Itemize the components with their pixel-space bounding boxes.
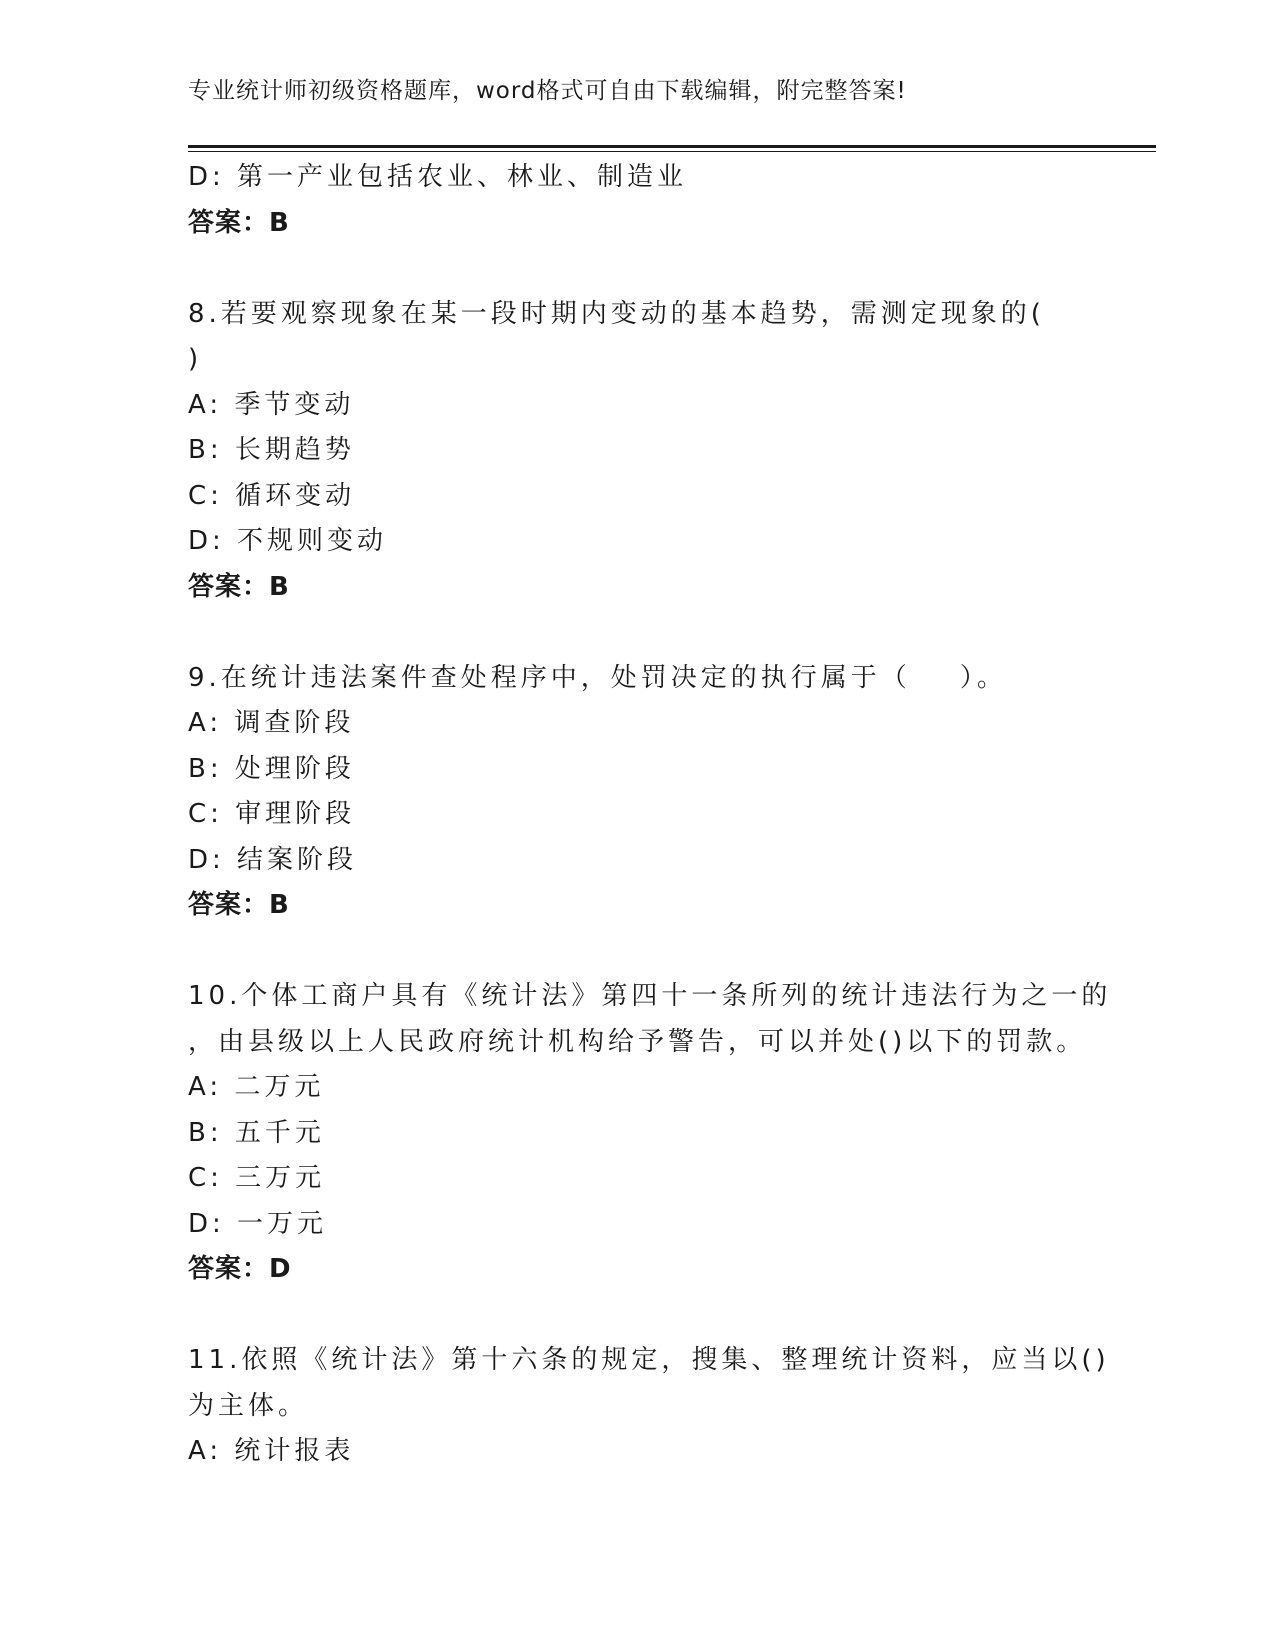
question-10	[188, 974, 1112, 1293]
question-stem-continued: 为主体。	[188, 1390, 309, 1421]
option-b: B: 处理阶段	[188, 753, 355, 784]
option-d: D: 结案阶段	[188, 844, 358, 875]
option-b: B: 五千元	[188, 1117, 325, 1148]
question-stem-continued: ，由县级以上人民政府统计机构给予警告，可以并处()以下的罚款。	[188, 1026, 1087, 1057]
question-7-tail	[188, 155, 1088, 246]
question-list	[188, 155, 1112, 1475]
option-c: C: 审理阶段	[188, 799, 356, 829]
option-a: A: 调查阶段	[188, 708, 355, 738]
question-11	[188, 1338, 1110, 1475]
spacer	[188, 1293, 1088, 1339]
option-d: D: 不规则变动	[188, 526, 388, 556]
question-stem: 9.在统计违法案件查处程序中，处罚决定的执行属于（ ）。	[188, 662, 1007, 693]
question-stem: 10.个体工商户具有《统计法》第四十一条所列的统计违法行为之一的	[188, 981, 1112, 1011]
page-header: 专业统计师初级资格题库，word格式可自由下载编辑，附完整答案!	[188, 78, 907, 104]
question-stem: 11.依照《统计法》第十六条的规定，搜集、整理统计资料，应当以()	[188, 1345, 1110, 1375]
header-rule-thick	[188, 145, 1156, 148]
option-d: D: 一万元	[188, 1208, 328, 1239]
header-rule-thin	[188, 151, 1156, 152]
answer: 答案：B	[188, 207, 290, 238]
answer: 答案：D	[188, 1254, 292, 1284]
question-stem-continued: )	[188, 344, 203, 374]
option-a: A: 季节变动	[188, 389, 355, 420]
spacer	[188, 246, 1088, 292]
spacer	[188, 610, 1088, 656]
option-c: C: 循环变动	[188, 480, 356, 511]
question-stem: 8.若要观察现象在某一段时期内变动的基本趋势，需测定现象的(	[188, 298, 1045, 329]
spacer	[188, 929, 1088, 975]
answer: 答案：B	[188, 890, 290, 920]
option-a: A: 统计报表	[188, 1436, 355, 1466]
question-8	[188, 292, 1088, 611]
question-9	[188, 656, 1088, 929]
option-a: A: 二万元	[188, 1072, 325, 1102]
option-d: D: 第一产业包括农业、林业、制造业	[188, 162, 688, 192]
option-c: C: 三万元	[188, 1163, 326, 1193]
answer: 答案：B	[188, 571, 290, 602]
option-b: B: 长期趋势	[188, 435, 355, 465]
